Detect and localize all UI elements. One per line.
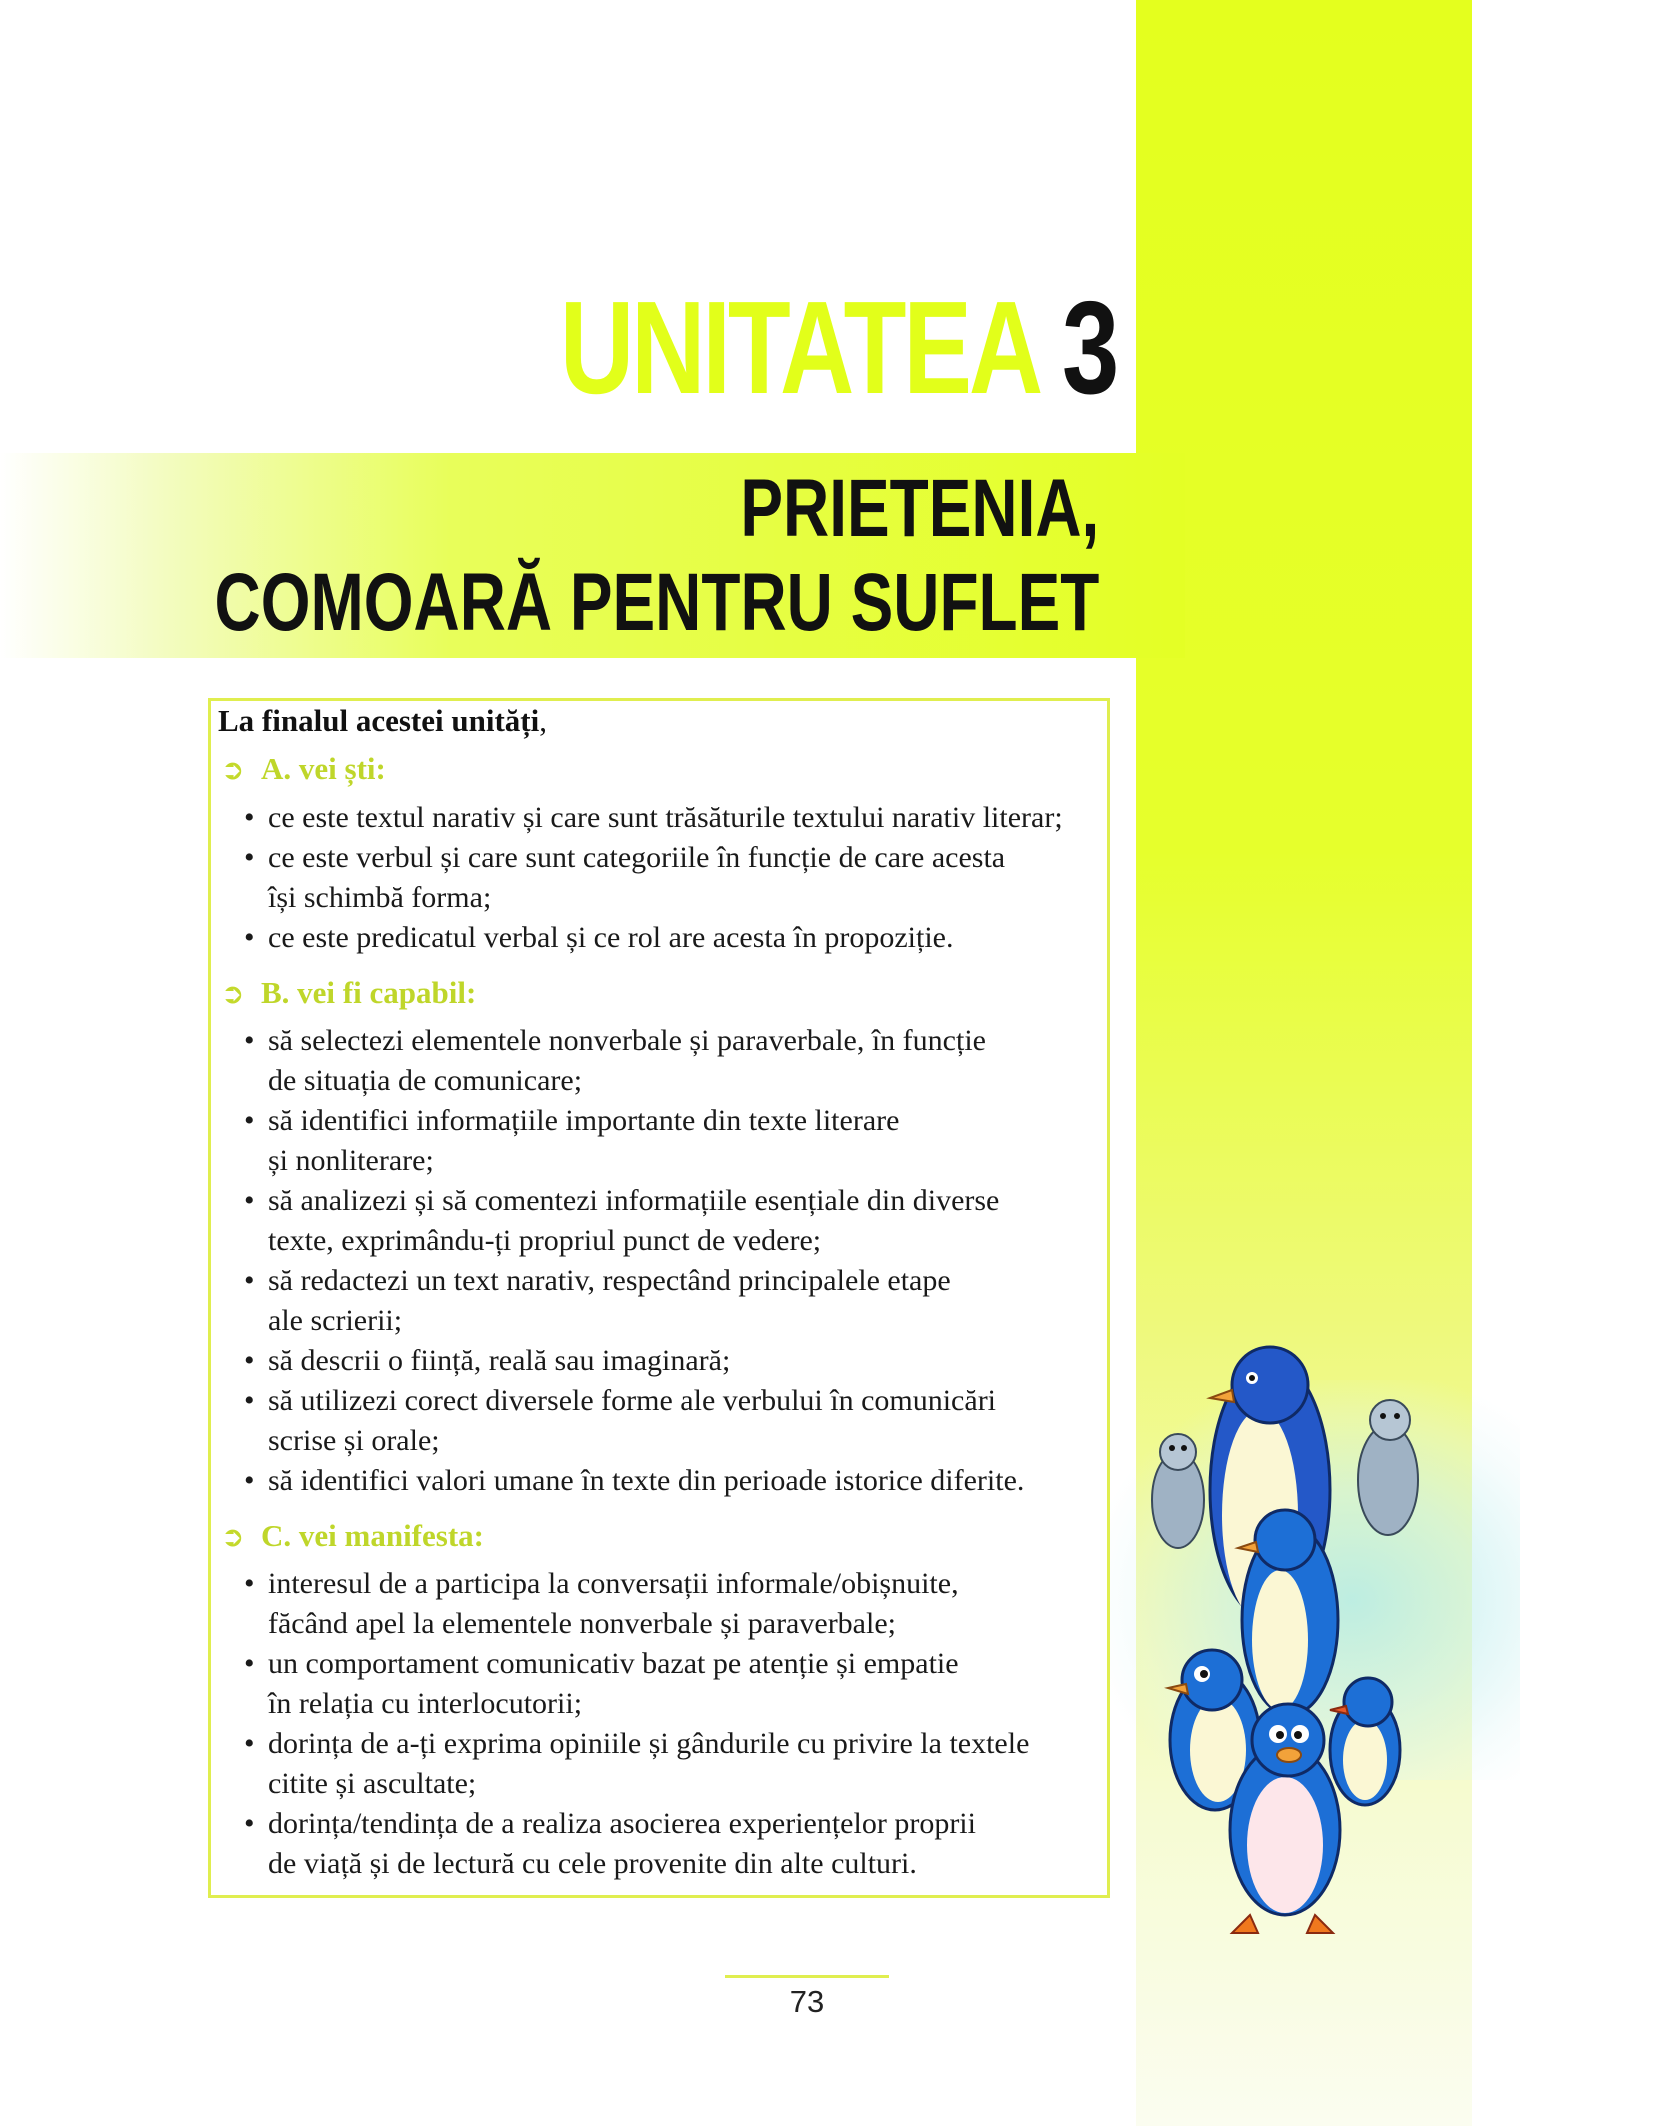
section-heading-text: B. vei fi capabil: <box>261 975 477 1010</box>
list-item-line: • să redactezi un text narativ, respectând principalele etape <box>268 1264 951 1297</box>
unit-word: UNITATEA <box>559 274 1041 421</box>
list-item <box>244 1724 1128 1804</box>
arrow-circle-icon: ➲ <box>221 753 245 786</box>
list-item-line: citite și ascultate; <box>268 1767 477 1800</box>
intro-punct: , <box>539 703 547 738</box>
penguin-small-right <box>1330 1678 1400 1805</box>
section-heading-c <box>221 1514 484 1559</box>
arrow-circle-icon: ➲ <box>221 1520 245 1553</box>
list-item-line: • să analizezi și să comentezi informațiile esențiale din diverse <box>268 1184 1000 1217</box>
section-list-b <box>244 1021 1128 1501</box>
list-item-line: • să identifici informațiile importante din texte literare <box>268 1104 900 1137</box>
intro-text: La finalul acestei unități <box>218 703 540 738</box>
list-item <box>244 1181 1128 1261</box>
penguins-and-seals-illustration <box>1140 1340 1440 1940</box>
section-heading-b <box>221 971 476 1016</box>
seal-right <box>1358 1400 1418 1535</box>
list-item-line: • ce este verbul și care sunt categoriile în funcție de care acesta <box>268 841 1006 874</box>
list-item-line: • ce este textul narativ și care sunt trăsăturile textului narativ literar; <box>268 801 1063 834</box>
section-heading-text: C. vei manifesta: <box>261 1518 484 1553</box>
section-list-a <box>244 798 1128 958</box>
list-item <box>244 1644 1128 1724</box>
section-heading-a <box>221 747 386 792</box>
list-item-line: în relația cu interlocutorii; <box>268 1687 583 1720</box>
list-item-line: de situația de comunicare; <box>268 1064 583 1097</box>
list-item-line: făcând apel la elementele nonverbale și paraverbale; <box>268 1607 896 1640</box>
list-item-line: de viață și de lectură cu cele provenite din alte culturi. <box>268 1847 917 1880</box>
list-item <box>244 1341 1128 1381</box>
page-number-rule <box>725 1975 889 1978</box>
list-item <box>244 1461 1128 1501</box>
list-item-line: • să utilizezi corect diversele forme ale verbului în comunicări <box>268 1384 997 1417</box>
list-item <box>244 1021 1128 1101</box>
unit-title <box>559 274 1116 421</box>
list-item <box>244 1101 1128 1181</box>
list-item-line: își schimbă forma; <box>268 881 492 914</box>
list-item-line: ale scrierii; <box>268 1304 403 1337</box>
list-item <box>244 1261 1128 1341</box>
objectives-intro <box>218 699 547 743</box>
unit-number: 3 <box>1061 274 1116 421</box>
arrow-circle-icon: ➲ <box>221 977 245 1010</box>
list-item-line: • un comportament comunicativ bazat pe atenție și empatie <box>268 1647 959 1680</box>
list-item-line: • să descrii o ființă, reală sau imaginară; <box>268 1344 731 1377</box>
list-item-line: • să selectezi elementele nonverbale și paraverbale, în funcție <box>268 1024 986 1057</box>
list-item-line: texte, exprimându-ți propriul punct de vedere; <box>268 1224 822 1257</box>
list-item <box>244 838 1128 918</box>
section-heading-text: A. vei ști: <box>261 751 386 786</box>
list-item <box>244 918 1128 958</box>
list-item <box>244 1804 1128 1884</box>
subtitle-line-2: COMOARĂ PENTRU SUFLET <box>214 557 1099 648</box>
page-number: 73 <box>789 1984 825 2019</box>
list-item <box>244 1381 1128 1461</box>
list-item <box>244 798 1128 838</box>
section-list-c <box>244 1564 1128 1884</box>
list-item-line: • dorința de a-ți exprima opiniile și gândurile cu privire la textele <box>268 1727 1030 1760</box>
subtitle-line-1: PRIETENIA, <box>740 463 1099 554</box>
list-item-line: scrise și orale; <box>268 1424 440 1457</box>
list-item <box>244 1564 1128 1644</box>
seal-left <box>1152 1434 1204 1548</box>
list-item-line: • ce este predicatul verbal și ce rol are acesta în propoziție. <box>268 921 954 954</box>
list-item-line: • dorința/tendința de a realiza asocierea experiențelor proprii <box>268 1807 976 1840</box>
list-item-line: • interesul de a participa la conversații informale/obișnuite, <box>268 1567 959 1600</box>
list-item-line: și nonliterare; <box>268 1144 434 1177</box>
list-item-line: • să identifici valori umane în texte din perioade istorice diferite. <box>268 1464 1025 1497</box>
unit-subtitle <box>214 462 1099 650</box>
